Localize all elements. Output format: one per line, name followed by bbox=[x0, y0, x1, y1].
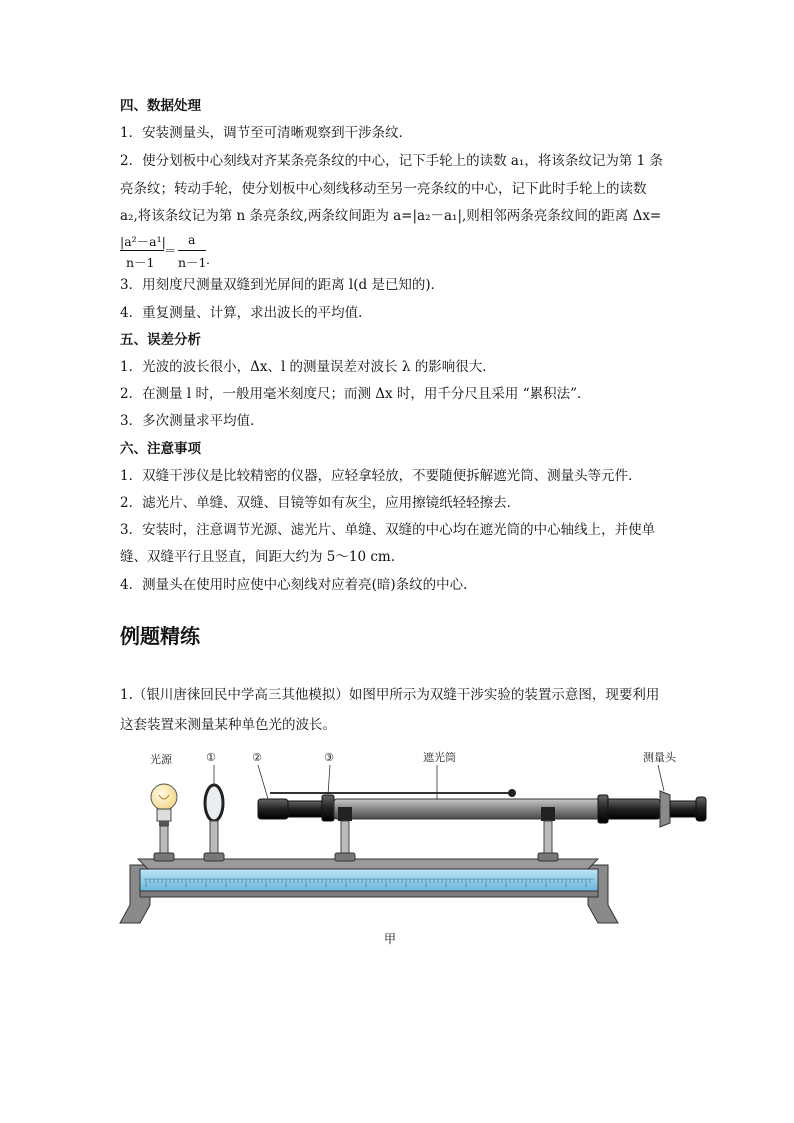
text-line: 2．滤光片、单缝、双缝、目镜等如有灰尘，应用擦镜纸轻轻擦去． bbox=[120, 495, 521, 511]
fraction-formula bbox=[120, 232, 210, 272]
fraction-denominator-1: n－1 bbox=[126, 255, 155, 270]
fraction-bar bbox=[178, 250, 206, 251]
light-tube bbox=[258, 789, 706, 827]
tube-support-2 bbox=[538, 807, 558, 861]
label-double-slit: ③ bbox=[324, 751, 334, 764]
text-line: 4．测量头在使用时应使中心刻线对应着亮(暗)条纹的中心. bbox=[120, 577, 468, 593]
fraction-denominator-2: n－1 bbox=[178, 255, 207, 270]
filter-lens bbox=[204, 785, 224, 861]
double-slit-apparatus-diagram bbox=[110, 745, 710, 955]
section-title-notes: 六、注意事项 bbox=[120, 441, 201, 457]
text-line: 1．安装测量头，调节至可清晰观察到干涉条纹． bbox=[120, 125, 413, 141]
label-light-tube: 遮光筒 bbox=[423, 751, 456, 764]
section-title-error-analysis: 五、误差分析 bbox=[120, 332, 201, 348]
text-line: 2．在测量 l 时，一般用毫米刻度尺；而测 Δx 时，用千分尺且采用 “累积法”． bbox=[120, 386, 591, 402]
fraction-numerator-1: |a²－a¹| bbox=[120, 234, 166, 249]
optical-rail bbox=[140, 869, 598, 891]
rail-bottom bbox=[140, 891, 598, 897]
text-line: 3．用刻度尺测量双缝到光屏间的距离 l(d 是已知的)． bbox=[120, 277, 445, 293]
text-line: 2．使分划板中心刻线对齐某条亮条纹的中心，记下手轮上的读数 a₁，将该条纹记为第 1 条 bbox=[120, 153, 664, 169]
label-filter: ① bbox=[206, 751, 216, 764]
text-line: 3．安装时，注意调节光源、滤光片、单缝、双缝的中心均在遮光筒的中心轴线上，并使单 bbox=[120, 522, 656, 538]
text-line: a₂,将该条纹记为第 n 条亮条纹,两条纹间距为 a=|a₂－a₁|,则相邻两条亮条纹间的距离 Δx= bbox=[120, 208, 662, 224]
section-title-data-processing: 四、数据处理 bbox=[120, 98, 201, 114]
text-line: 亮条纹；转动手轮，使分划板中心刻线移动至另一亮条纹的中心，记下此时手轮上的读数 bbox=[120, 181, 647, 197]
figure-caption: 甲 bbox=[384, 932, 397, 946]
label-single-slit: ② bbox=[252, 751, 262, 764]
question-line: 1.（银川唐徕回民中学高三其他模拟）如图甲所示为双缝干涉实验的装置示意图，现要利用 bbox=[120, 687, 660, 703]
text-line: 1．双缝干涉仪是比较精密的仪器，应轻拿轻放，不要随便拆解遮光筒、测量头等元件． bbox=[120, 468, 642, 484]
fraction-bar bbox=[120, 250, 164, 251]
fraction-numerator-2: a bbox=[188, 232, 196, 247]
equals-sign: ＝ bbox=[164, 243, 177, 258]
fraction-period: . bbox=[206, 252, 210, 267]
tube-support-1 bbox=[335, 807, 355, 861]
light-bulb bbox=[151, 784, 177, 861]
text-line: 缝、双缝平行且竖直，间距大约为 5～10 cm. bbox=[120, 549, 396, 565]
text-line: 4．重复测量、计算，求出波长的平均值． bbox=[120, 305, 372, 321]
example-heading: 例题精练 bbox=[120, 624, 200, 648]
label-measuring-head: 测量头 bbox=[643, 751, 676, 764]
label-light-source: 光源 bbox=[150, 753, 172, 766]
text-line: 3．多次测量求平均值． bbox=[120, 413, 264, 429]
question-line: 这套装置来测量某种单色光的波长。 bbox=[120, 717, 336, 733]
text-line: 1．光波的波长很小，Δx、l 的测量误差对波长 λ 的影响很大． bbox=[120, 359, 496, 375]
